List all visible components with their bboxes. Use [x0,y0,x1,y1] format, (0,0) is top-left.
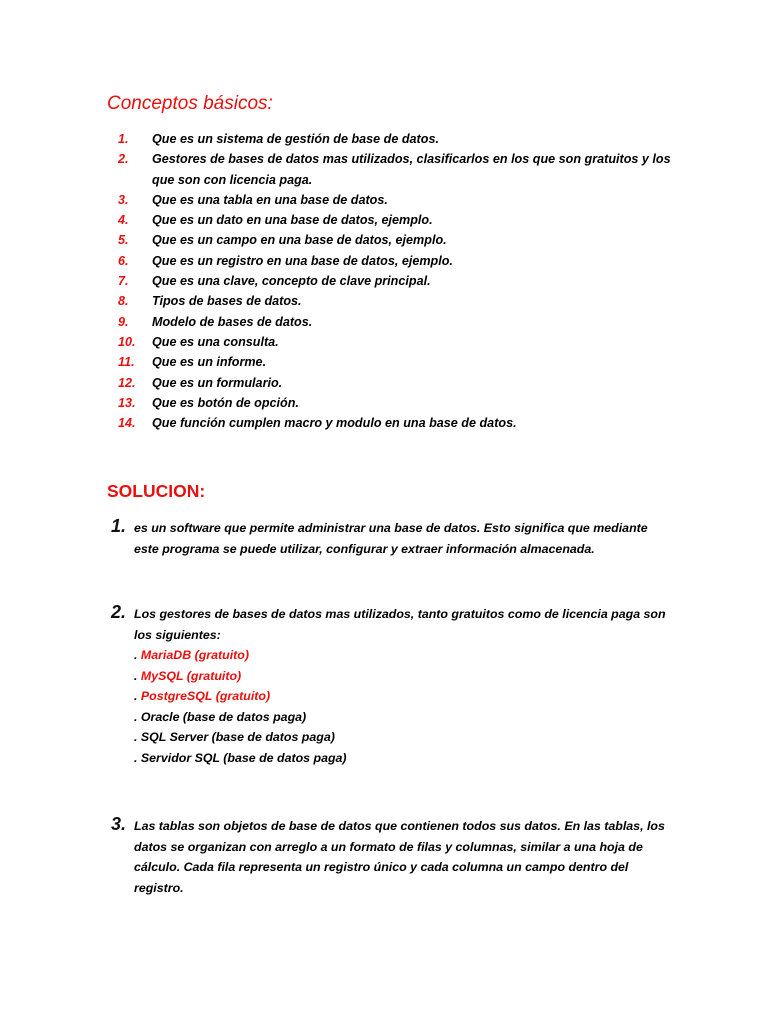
item-text: Que es botón de opción. [152,395,299,410]
item-text: Tipos de bases de datos. [152,294,302,309]
list-item [118,271,678,291]
list-item [118,312,678,332]
answer-number: 2. [111,602,127,622]
item-number: 14. [118,416,136,431]
answer-number: 1. [111,516,127,536]
item-text: Que es una consulta. [152,334,279,349]
list-item [118,129,678,149]
list-item [118,210,678,230]
item-text: Que función cumplen macro y modulo en una base de datos. [152,416,517,431]
item-text: Que es un campo en una base de datos, ejemplo. [152,233,447,248]
answer-number: 3. [111,814,127,834]
list-item [118,393,678,413]
dbms-option-sql-server: . SQL Server (base de datos paga) [134,730,335,744]
answer-1 [111,516,671,559]
list-item [118,373,678,393]
questions-list [118,129,678,433]
answer-text: es un software que permite administrar una base de datos. Esto significa que mediante este programa se puede utilizar, configurar y extraer información almacenada. [134,521,648,556]
answer-body [134,516,671,559]
answer-3 [111,814,671,898]
item-text: Que es un formulario. [152,375,283,390]
item-text: Gestores de bases de datos mas utilizados, clasificarlos en los que son gratuitos y los que son con licencia paga. [152,152,671,187]
item-text: Que es un registro en una base de datos, ejemplo. [152,253,453,268]
item-number: 6. [118,253,129,268]
list-item [118,149,678,190]
list-item [118,413,678,433]
answer-body [134,814,671,898]
item-text: Que es una tabla en una base de datos. [152,192,388,207]
item-number: 12. [118,375,136,390]
dbms-option-mariadb: . MariaDB (gratuito) [134,648,249,662]
item-text: Que es un sistema de gestión de base de datos. [152,132,439,146]
solution-heading: SOLUCION: [107,481,206,501]
dbms-option-mysql: . MySQL (gratuito) [134,668,242,683]
item-number: 13. [118,395,136,410]
list-item [118,291,678,311]
answer-2 [111,602,671,768]
item-number: 4. [118,213,129,228]
dbms-option-servidor-sql: . Servidor SQL (base de datos paga) [134,750,347,765]
answer-body [134,602,671,768]
item-number: 9. [118,314,129,329]
dbms-option-postgresql: . PostgreSQL (gratuito) [134,689,271,703]
list-item [118,190,678,210]
item-text: Que es un dato en una base de datos, ejemplo. [152,213,433,228]
item-text: Que es un informe. [152,355,267,370]
answer-text: Los gestores de bases de datos mas utilizados, tanto gratuitos como de licencia paga son los siguientes: [134,607,666,642]
list-item [118,251,678,271]
answer-text: Las tablas son objetos de base de datos que contienen todos sus datos. En las tablas, los datos se organizan con arreglo a un formato de filas y columnas, similar a una hoja de cálculo. Cada fila representa un registro único y cada columna un campo dentro del registro. [134,819,665,895]
item-number: 1. [118,132,129,146]
item-number: 7. [118,274,129,289]
list-item [118,352,678,372]
list-item [118,230,678,250]
item-number: 5. [118,233,129,248]
item-text: Modelo de bases de datos. [152,314,313,329]
item-number: 2. [118,152,129,167]
list-item [118,332,678,352]
item-text: Que es una clave, concepto de clave principal. [152,274,431,289]
item-number: 3. [118,192,129,207]
item-number: 11. [118,355,135,370]
item-number: 10. [118,334,136,349]
item-number: 8. [118,294,129,309]
concepts-heading: Conceptos básicos: [107,93,273,114]
dbms-option-oracle: . Oracle (base de datos paga) [134,709,307,724]
